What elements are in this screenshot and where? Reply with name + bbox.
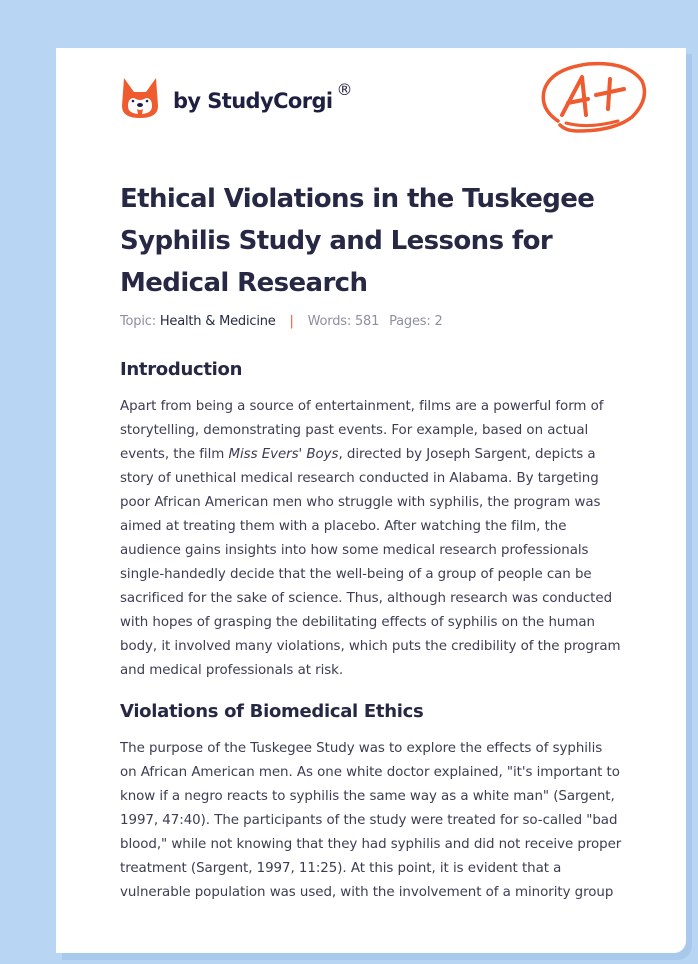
- header: [56, 48, 686, 148]
- topic-label: Topic:: [120, 314, 156, 329]
- paragraph-text: , directed by Joseph Sargent, depicts a story of unethical medical research conducted in Alabama. By targeting poor African American men who struggle with syphilis, the program was aimed at treating them with a placebo. After watching the film, the audience gains insights into how some medical research professionals single-handedly decide that the well-being of a group of people can be sacrificed for the sake of science. Thus, although research was conducted with hopes of grasping the debilitating effects of syphilis on the human body, it involved many violations, which puts the credibility of the program and medical professionals at risk.: [120, 447, 621, 678]
- studycorgi-logo[interactable]: [120, 76, 353, 120]
- word-count: Words: 581: [307, 314, 380, 329]
- essay-meta: [120, 314, 622, 329]
- essay-title: Ethical Violations in the Tuskegee Syphilis Study and Lessons for Medical Research: [120, 184, 595, 298]
- topic-link[interactable]: Health & Medicine: [159, 314, 276, 329]
- meta-separator: |: [289, 314, 294, 329]
- film-title: Miss Evers' Boys: [228, 447, 339, 462]
- registered-mark: ®: [336, 79, 353, 99]
- brand-name: by StudyCorgi: [173, 89, 333, 113]
- violations-paragraph: The purpose of the Tuskegee Study was to explore the effects of syphilis on African American men. As one white doctor explained, "it's important to know if a negro reacts to syphilis the same way as a white man" (Sargent, 1997, 47:40). The participants of the study were treated for so-called "bad blood," while not knowing that they had syphilis and did not receive proper treatment (Sargent, 1997, 11:25). At this point, it is evident that a vulnerable population was used, with the involvement of a minority group: [120, 741, 622, 900]
- grade-a-plus-icon: [538, 59, 648, 139]
- paragraph-text: Apart from being a source of entertainment, films are a powerful form of storytelling, demonstrating past events. For example, based on actual events, the film: [120, 399, 604, 462]
- page-count: Pages: 2: [389, 314, 443, 329]
- corgi-logo-icon: [120, 76, 160, 120]
- essay-card: [56, 48, 686, 953]
- section-heading-introduction: Introduction: [120, 359, 243, 380]
- introduction-paragraph: [120, 395, 622, 683]
- section-heading-violations: Violations of Biomedical Ethics: [120, 701, 424, 722]
